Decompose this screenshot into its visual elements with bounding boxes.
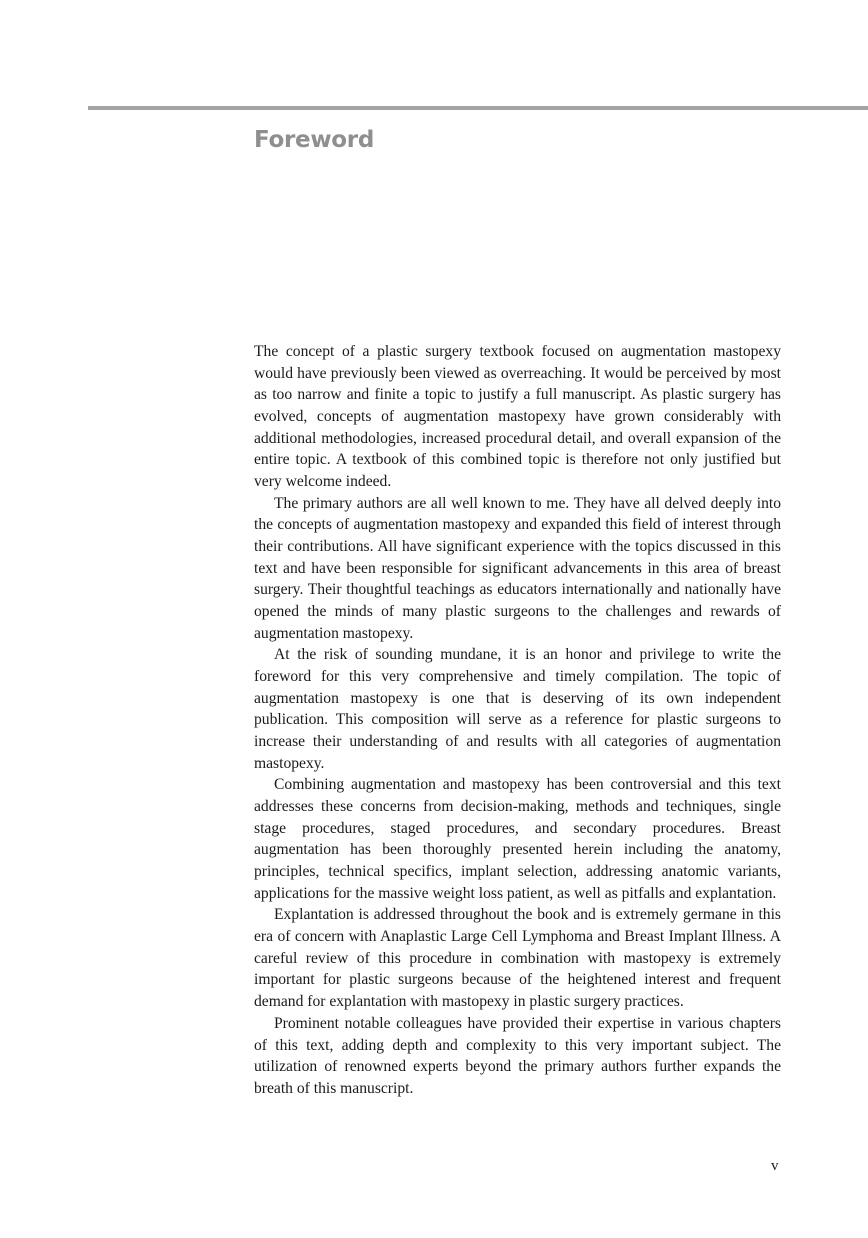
paragraph: Explantation is addressed throughout the book and is extremely germane in this era of concern with Anaplastic Large Cell Lymphoma and Breast Implant Illness. A careful review of this procedure in combination with mastopexy is extremely important for plastic surgeons because of the heightened interest and frequent demand for explantation with mastopexy in plastic surgery practices. [254,906,781,1011]
paragraph: Prominent notable colleagues have provided their expertise in various chapters of this text, adding depth and complexity to this very important subject. The utilization of renowned experts beyond the primary authors further expands the breath of this manuscript. [254,1014,781,1097]
foreword-body [254,341,781,1100]
paragraph: At the risk of sounding mundane, it is an honor and privilege to write the foreword for this very comprehensive and timely compilation. The topic of augmentation mastopexy is one that is deserving of its own independent publication. This composition will serve as a reference for plastic surgeons to increase their understanding of and results with all categories of augmentation mastopexy. [254,646,781,772]
paragraph: The primary authors are all well known to me. They have all delved deeply into the concepts of augmentation mastopexy and expanded this field of interest through their contributions. All have significant experience with the topics discussed in this text and have been responsible for significant advancements in this area of breast surgery. Their thoughtful teachings as educators internationally and nationally have opened the minds of many plastic surgeons to the challenges and rewards of augmentation mastopexy. [254,494,781,642]
page-title: Foreword [254,127,374,153]
page-number: v [771,1158,779,1174]
header-rule [88,106,868,110]
paragraph: The concept of a plastic surgery textbook focused on augmentation mastopexy would have previously been viewed as overreaching. It would be perceived by most as too narrow and finite a topic to justify a full manuscript. As plastic surgery has evolved, concepts of augmentation mastopexy have grown considerably with additional methodologies, increased procedural detail, and overall expansion of the entire topic. A textbook of this combined topic is therefore not only justified but very welcome indeed. [254,343,781,491]
paragraph: Combining augmentation and mastopexy has been controversial and this text addresses these concerns from decision-making, methods and techniques, single stage procedures, staged procedures, and secondary procedures. Breast augmentation has been thoroughly presented herein including the anatomy, principles, technical specifics, implant selection, addressing anatomic variants, applications for the massive weight loss patient, as well as pitfalls and explantation. [254,776,781,902]
